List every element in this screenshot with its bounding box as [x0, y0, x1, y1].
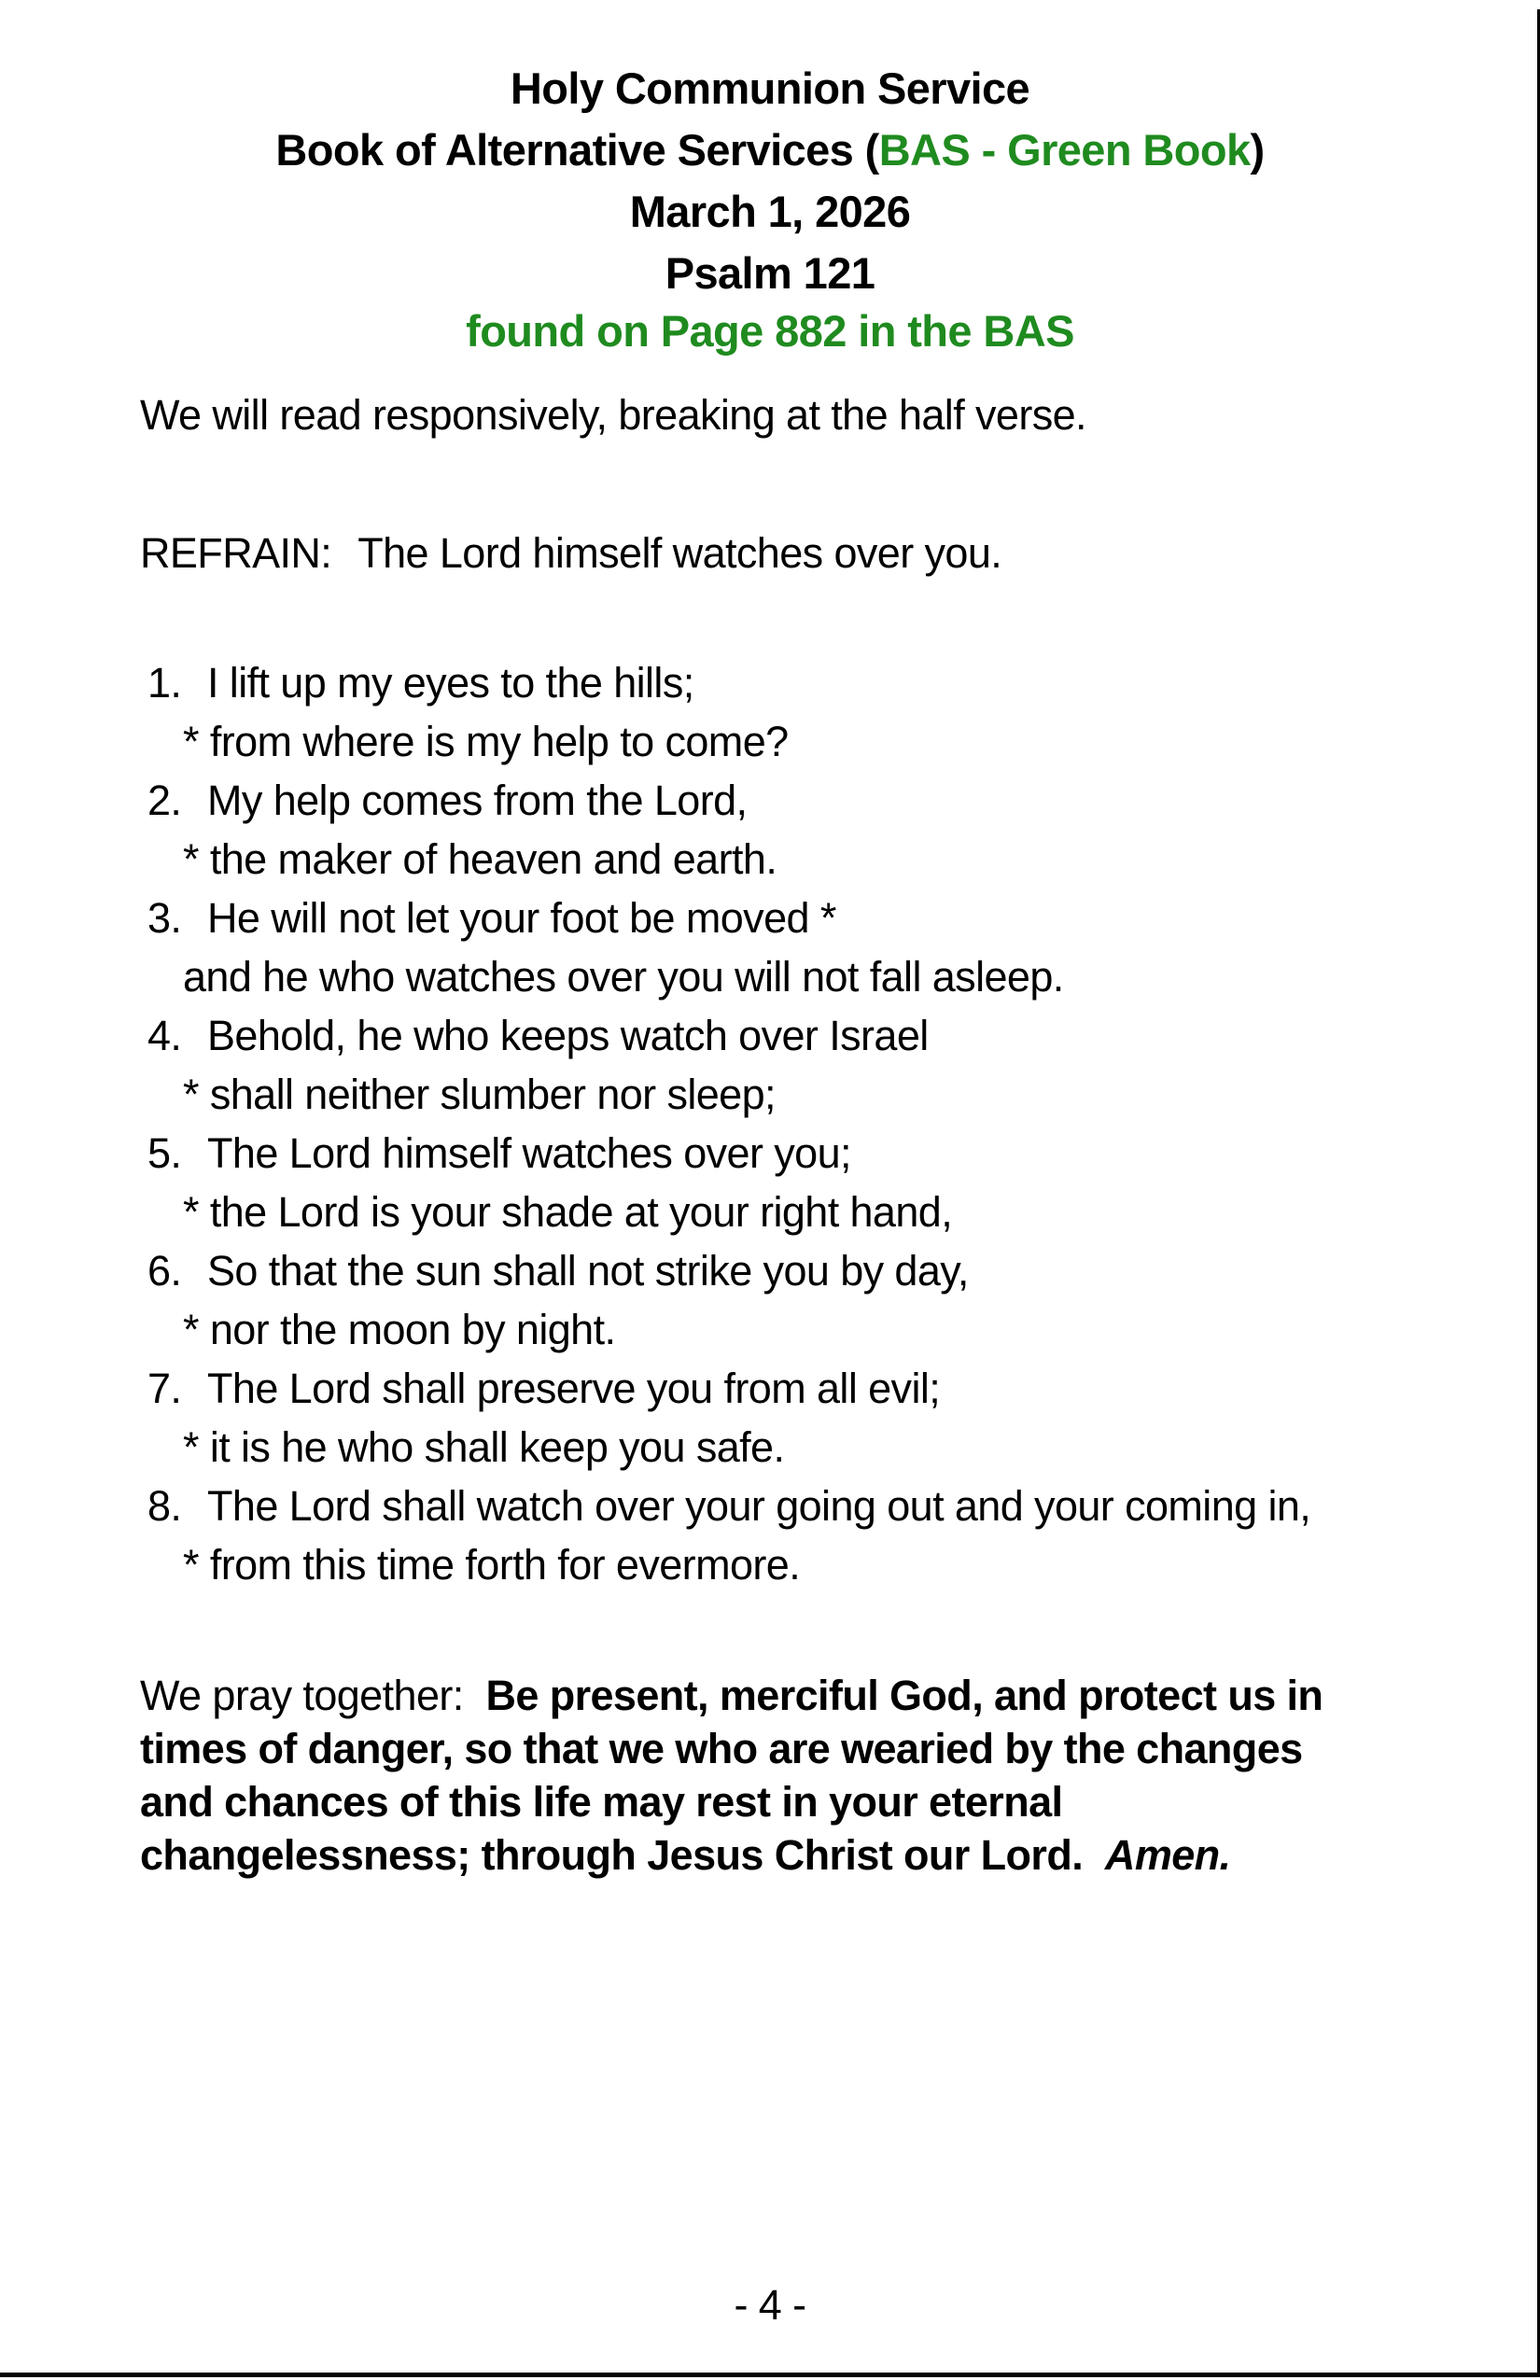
verse-line-2: and he who watches over you will not fall asleep. [183, 953, 1064, 1001]
verse-text [183, 1241, 1400, 1359]
prayer-segment-bold-italic: Amen. [1104, 1831, 1231, 1879]
verse-item [147, 1477, 1400, 1594]
verse-line-1: The Lord shall watch over your going out and your coming in, [207, 1482, 1311, 1530]
verse-number: 3. [147, 894, 182, 942]
verse-text [183, 771, 1400, 889]
page-number: - 4 - [734, 2281, 806, 2329]
verse-item [147, 1006, 1400, 1124]
prayer-line [140, 1669, 1400, 1722]
refrain-paragraph [140, 526, 1400, 581]
verse-number: 1. [147, 659, 182, 707]
verse-number: 7. [147, 1365, 182, 1412]
verse-text [183, 889, 1400, 1006]
verse-line-1: The Lord shall preserve you from all evil; [207, 1365, 941, 1412]
prayer-paragraph [140, 1669, 1400, 1882]
verse-line-1: Behold, he who keeps watch over Israel [207, 1012, 929, 1059]
prayer-segment-bold: changelessness; through Jesus Christ our Lord. [140, 1831, 1105, 1879]
verse-line-2: * nor the moon by night. [183, 1306, 616, 1353]
prayer-segment-bold: Be present, merciful God, and protect us in [485, 1672, 1323, 1719]
verse-line-2: * the Lord is your shade at your right hand, [183, 1188, 953, 1236]
psalm-title: Psalm 121 [665, 248, 875, 298]
verse-item [147, 1241, 1400, 1359]
verse-text [183, 653, 1400, 771]
service-book-line [140, 119, 1400, 181]
verse-line-1: He will not let your foot be moved * [207, 894, 836, 942]
book-name-suffix: ) [1250, 125, 1265, 175]
verse-number: 8. [147, 1482, 182, 1530]
verse-item [147, 1124, 1400, 1241]
prayer-line [140, 1722, 1400, 1775]
psalm-verse-list [140, 653, 1400, 1594]
verse-item [147, 889, 1400, 1006]
verse-text [183, 1124, 1400, 1241]
refrain-label: REFRAIN: [140, 529, 332, 577]
verse-number: 5. [147, 1129, 182, 1177]
prayer-segment-bold: times of danger, so that we who are wearied by the changes [140, 1725, 1303, 1772]
verse-line-1: So that the sun shall not strike you by day, [207, 1247, 969, 1295]
prayer-line [140, 1828, 1400, 1882]
verse-line-2: * it is he who shall keep you safe. [183, 1423, 785, 1471]
verse-text [183, 1006, 1400, 1124]
service-header [140, 58, 1400, 358]
verse-line-2: * the maker of heaven and earth. [183, 835, 777, 883]
verse-item [147, 1359, 1400, 1477]
verse-line-2: * from where is my help to come? [183, 718, 789, 765]
psalm-page-reference: found on Page 882 in the BAS [466, 306, 1074, 356]
scan-border-bottom [0, 2373, 1540, 2377]
verse-item [147, 771, 1400, 889]
verse-text [183, 1359, 1400, 1477]
intro-paragraph: We will read responsively, breaking at the half verse. [140, 391, 1086, 439]
prayer-line [140, 1775, 1400, 1828]
verse-number: 6. [147, 1247, 182, 1295]
verse-line-2: * shall neither slumber nor sleep; [183, 1071, 776, 1118]
verse-line-2: * from this time forth for evermore. [183, 1541, 801, 1589]
refrain-text: The Lord himself watches over you. [357, 529, 1002, 577]
verse-text [183, 1477, 1400, 1594]
prayer-segment-bold: and chances of this life may rest in your eternal [140, 1778, 1063, 1826]
book-name-highlight: BAS - Green Book [878, 125, 1251, 175]
verse-line-1: My help comes from the Lord, [207, 777, 748, 824]
book-name-prefix: Book of Alternative Services ( [275, 125, 879, 175]
prayer-segment-regular: We pray together: [140, 1672, 486, 1719]
verse-line-1: The Lord himself watches over you; [207, 1129, 851, 1177]
service-title: Holy Communion Service [510, 63, 1030, 113]
verse-number: 2. [147, 777, 182, 824]
verse-number: 4. [147, 1012, 182, 1059]
verse-line-1: I lift up my eyes to the hills; [207, 659, 694, 707]
verse-item [147, 653, 1400, 771]
service-date: March 1, 2026 [629, 187, 911, 236]
